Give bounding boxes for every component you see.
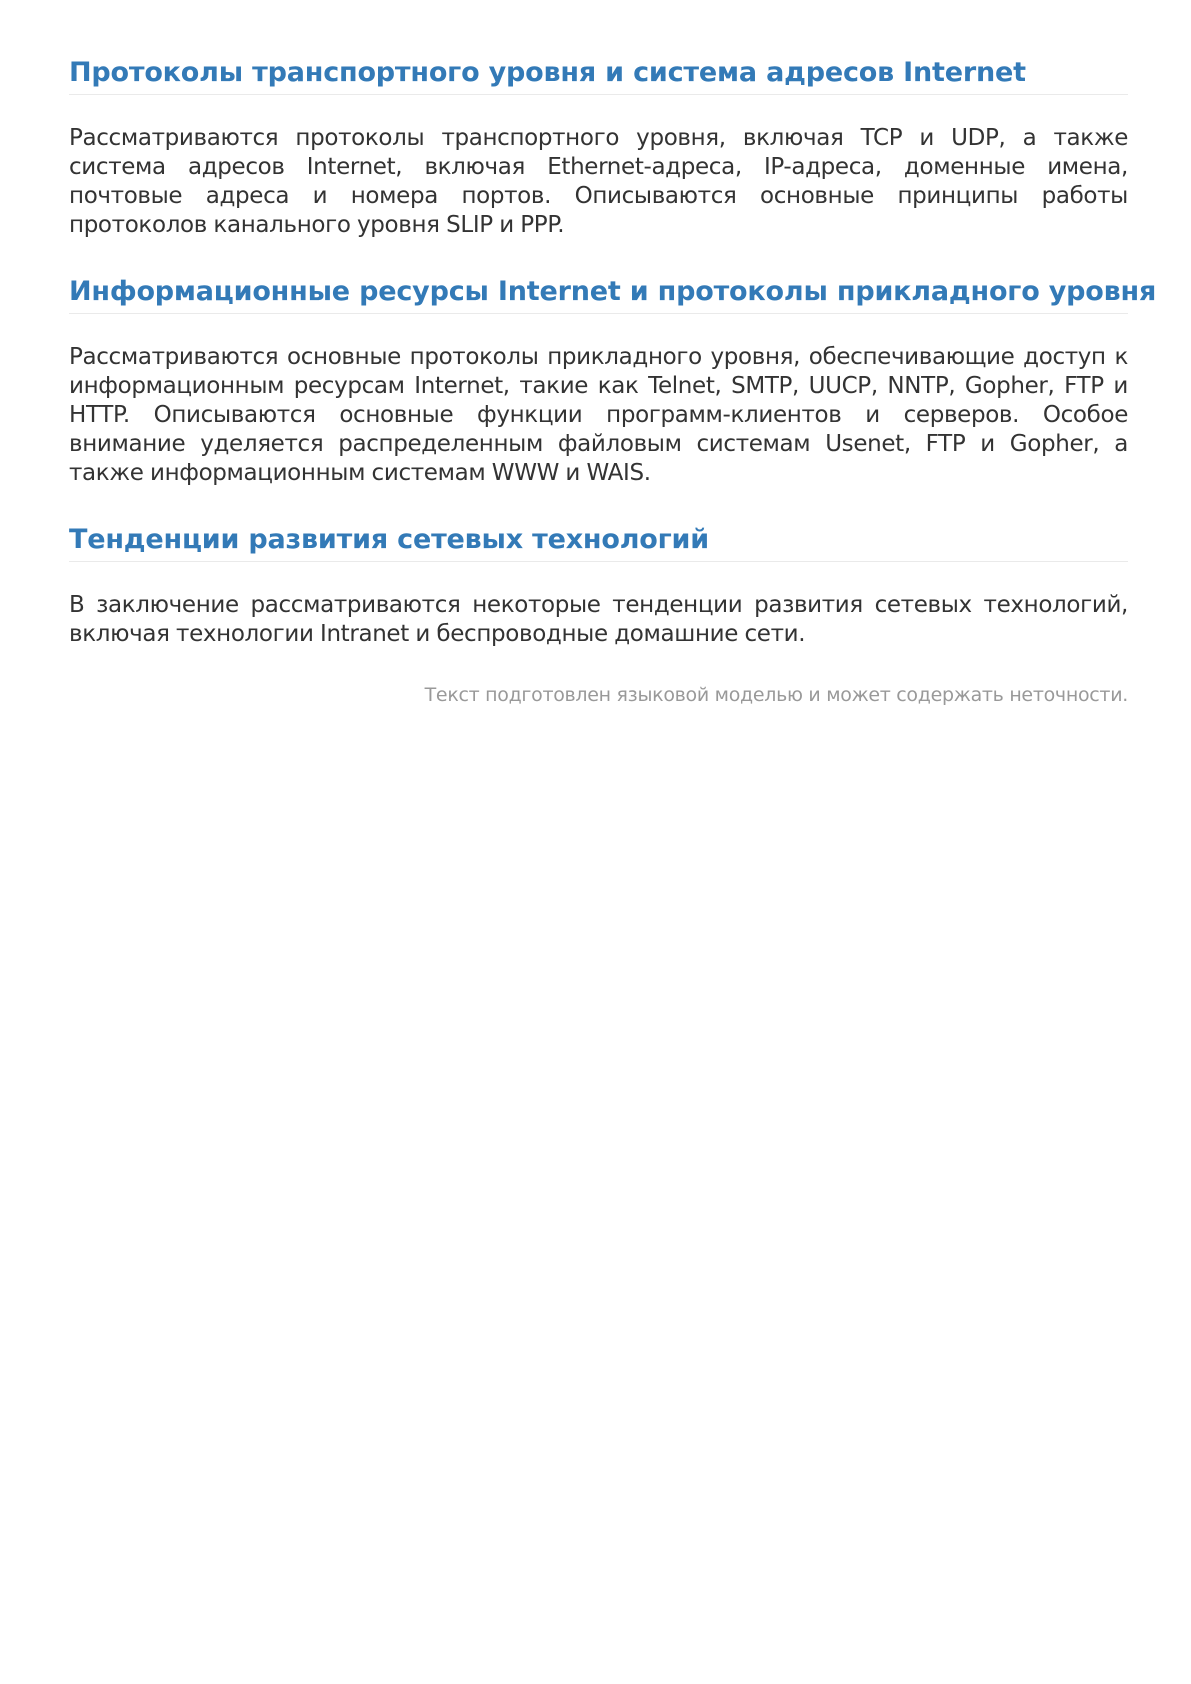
section-network-trends xyxy=(69,521,1128,649)
section-body: Рассматриваются протоколы транспортного уровня, включая TCP и UDP, а также система адресов Internet, включая Ethernet-адреса, IP-адреса, доменные имена, почтовые адреса и номера портов. Описываются основные принципы работы протоколов канального уровня SLIP и PPP. xyxy=(69,125,1128,238)
section-information-resources xyxy=(69,273,1157,488)
section-transport-protocols xyxy=(69,54,1128,240)
section-body: В заключение рассматриваются некоторые тенденции развития сетевых технологий, включая технологии Intranet и беспроводные домашние сети. xyxy=(69,592,1128,647)
section-title: Тенденции развития сетевых технологий xyxy=(69,521,1128,562)
section-title: Информационные ресурсы Internet и протоколы прикладного уровня xyxy=(69,273,1128,314)
section-body: Рассматриваются основные протоколы прикладного уровня, обеспечивающие доступ к информационным ресурсам Internet, такие как Telnet, SMTP, UUCP, NNTP, Gopher, FTP и HTTP. Описываются основные функции программ-клиентов и серверов. Особое внимание уделяется распределенным файловым системам Usenet, FTP и Gopher, а также информационным системам WWW и WAIS. xyxy=(69,344,1128,486)
document-page xyxy=(69,54,1157,708)
ai-disclaimer: Текст подготовлен языковой моделью и может содержать неточности. xyxy=(424,684,1128,706)
section-title: Протоколы транспортного уровня и система адресов Internet xyxy=(69,54,1128,95)
